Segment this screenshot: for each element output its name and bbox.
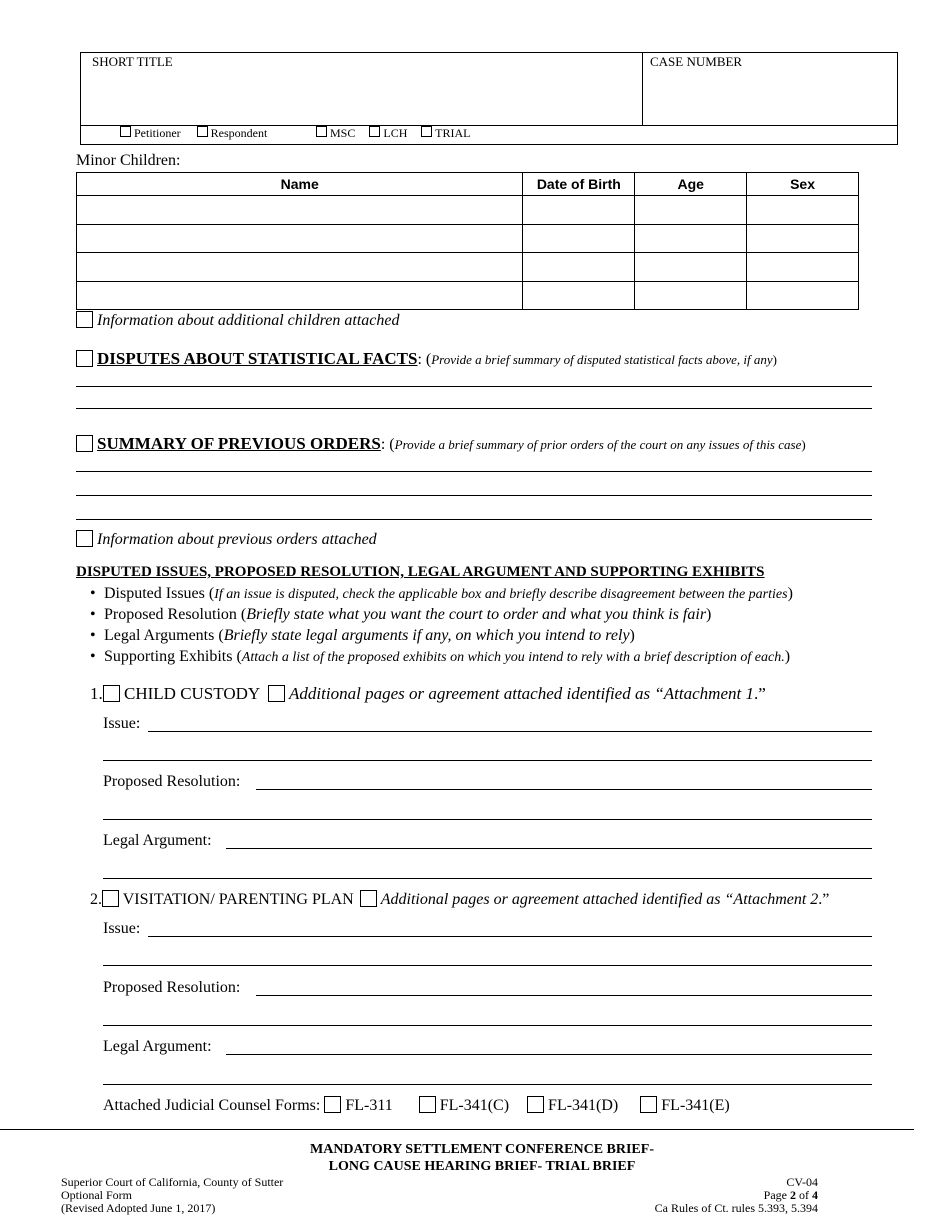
child-age-cell[interactable]: [635, 281, 747, 310]
form-id: CV-04: [786, 1175, 818, 1189]
minor-children-label: Minor Children:: [76, 152, 181, 169]
child-name-cell[interactable]: [77, 196, 523, 225]
issue-1-line-2[interactable]: [103, 760, 872, 761]
column-header-name: Name: [77, 173, 523, 196]
issue-2-line-2[interactable]: [103, 965, 872, 966]
respondent-option[interactable]: [197, 126, 268, 140]
child-name-cell[interactable]: [77, 224, 523, 253]
attachment-1-checkbox[interactable]: [268, 685, 285, 702]
disputes-line-1[interactable]: [76, 386, 872, 387]
table-row: [77, 281, 859, 310]
footer-title-line-2: LONG CAUSE HEARING BRIEF- TRIAL BRIEF: [328, 1159, 636, 1174]
item-number: 2.: [90, 891, 102, 908]
disputes-heading-row: DISPUTES ABOUT STATISTICAL FACTS: (Provide a brief summary of disputed statistical facts above, if any): [76, 349, 777, 369]
footer-title-line-1: MANDATORY SETTLEMENT CONFERENCE BRIEF-: [310, 1142, 654, 1157]
fl-341e-checkbox[interactable]: [640, 1096, 657, 1113]
footer-right: [655, 1176, 818, 1215]
fl-341c-checkbox[interactable]: [419, 1096, 436, 1113]
previous-orders-line-3[interactable]: [76, 519, 872, 520]
short-title-field[interactable]: [82, 70, 638, 122]
child-sex-cell[interactable]: [747, 253, 859, 282]
disputes-title: DISPUTES ABOUT STATISTICAL FACTS: [97, 349, 418, 368]
footer-title: [0, 1141, 950, 1175]
issues-section-title: DISPUTED ISSUES, PROPOSED RESOLUTION, LEGAL ARGUMENT AND SUPPORTING EXHIBITS: [76, 564, 765, 580]
item-visitation: 2. VISITATION/ PARENTING PLAN Additional pages or agreement attached identified as “Attachment 2.”: [90, 891, 830, 908]
resolution-1-line[interactable]: [256, 789, 872, 790]
child-dob-cell[interactable]: [523, 224, 635, 253]
table-row: [77, 253, 859, 282]
resolution-2-label: Proposed Resolution:: [103, 979, 241, 996]
issue-2-line[interactable]: [148, 936, 872, 937]
msc-label: MSC: [330, 126, 356, 140]
child-sex-cell[interactable]: [747, 224, 859, 253]
form-type: Optional Form: [61, 1188, 132, 1202]
disputes-note: Provide a brief summary of disputed statistical facts above, if any: [431, 352, 773, 367]
page-number: Page 2 of 4: [763, 1188, 818, 1202]
minor-children-table: [76, 172, 859, 310]
resolution-2-line[interactable]: [256, 995, 872, 996]
attachment-1-label: Additional pages or agreement attached identified as “Attachment 1: [289, 684, 754, 703]
lch-label: LCH: [383, 126, 408, 140]
column-header-age: Age: [635, 173, 747, 196]
additional-children-row: [76, 311, 400, 330]
instructions-list: [90, 583, 793, 667]
msc-option[interactable]: [316, 126, 355, 140]
argument-2-label: Legal Argument:: [103, 1038, 212, 1055]
petitioner-checkbox[interactable]: [120, 126, 131, 137]
list-item: • Disputed Issues (If an issue is disputed, check the applicable box and briefly describe disagreement between the parties): [90, 583, 793, 604]
resolution-1-label: Proposed Resolution:: [103, 773, 241, 790]
fl-341e-label: FL-341(E): [661, 1097, 730, 1114]
child-age-cell[interactable]: [635, 253, 747, 282]
fl-311-checkbox[interactable]: [324, 1096, 341, 1113]
list-item: • Supporting Exhibits (Attach a list of the proposed exhibits on which you intend to rely with a brief description of each.): [90, 646, 793, 667]
case-number-label: CASE NUMBER: [650, 54, 743, 69]
previous-orders-line-2[interactable]: [76, 495, 872, 496]
attachment-2-checkbox[interactable]: [360, 890, 377, 907]
fl-341d-checkbox[interactable]: [527, 1096, 544, 1113]
revision-date: (Revised Adopted June 1, 2017): [61, 1201, 216, 1215]
previous-orders-heading-row: SUMMARY OF PREVIOUS ORDERS: (Provide a brief summary of prior orders of the court on any issues of this case): [76, 434, 806, 454]
item-title: VISITATION/ PARENTING PLAN: [122, 891, 354, 908]
additional-children-label: Information about additional children attached: [97, 312, 400, 329]
table-row: [77, 196, 859, 225]
issue-1-label: Issue:: [103, 715, 141, 732]
child-sex-cell[interactable]: [747, 196, 859, 225]
child-sex-cell[interactable]: [747, 281, 859, 310]
child-age-cell[interactable]: [635, 224, 747, 253]
footer-rule: [0, 1129, 914, 1130]
petitioner-label: Petitioner: [134, 126, 181, 140]
lch-checkbox[interactable]: [369, 126, 380, 137]
previous-orders-attached-checkbox[interactable]: [76, 530, 93, 547]
lch-option[interactable]: [369, 126, 407, 140]
short-title-label: SHORT TITLE: [92, 54, 173, 69]
trial-checkbox[interactable]: [421, 126, 432, 137]
court-name: Superior Court of California, County of Sutter: [61, 1175, 284, 1189]
child-name-cell[interactable]: [77, 253, 523, 282]
previous-orders-attached-row: [76, 530, 377, 549]
respondent-checkbox[interactable]: [197, 126, 208, 137]
argument-2-line-2[interactable]: [103, 1084, 872, 1085]
list-item: • Proposed Resolution (Briefly state what you want the court to order and what you think is fair): [90, 604, 793, 625]
msc-checkbox[interactable]: [316, 126, 327, 137]
respondent-label: Respondent: [210, 126, 268, 140]
case-number-field[interactable]: [646, 70, 894, 122]
issue-2-label: Issue:: [103, 920, 141, 937]
visitation-checkbox[interactable]: [102, 890, 119, 907]
item-child-custody: 1. CHILD CUSTODY Additional pages or agreement attached identified as “Attachment 1.”: [90, 684, 766, 703]
column-header-sex: Sex: [747, 173, 859, 196]
argument-2-line[interactable]: [226, 1054, 872, 1055]
caption-divider: [642, 52, 643, 125]
footer-left: [61, 1176, 283, 1215]
fl-341c-label: FL-341(C): [439, 1097, 510, 1114]
trial-label: TRIAL: [435, 126, 471, 140]
child-age-cell[interactable]: [635, 196, 747, 225]
resolution-2-line-2[interactable]: [103, 1025, 872, 1026]
fl-341d-label: FL-341(D): [548, 1097, 619, 1114]
type-options: [316, 126, 470, 141]
previous-orders-attached-label: Information about previous orders attached: [97, 531, 377, 548]
disputes-checkbox[interactable]: [76, 350, 93, 367]
trial-option[interactable]: [421, 126, 470, 140]
child-custody-checkbox[interactable]: [103, 685, 120, 702]
issue-1-line[interactable]: [148, 731, 872, 732]
petitioner-option[interactable]: [120, 126, 181, 140]
previous-orders-title: SUMMARY OF PREVIOUS ORDERS: [97, 434, 381, 453]
item-title: CHILD CUSTODY: [124, 684, 260, 703]
previous-orders-note: Provide a brief summary of prior orders of the court on any issues of this case: [394, 437, 802, 452]
previous-orders-line-1[interactable]: [76, 471, 872, 472]
item-number: 1.: [90, 684, 103, 703]
list-item: • Legal Arguments (Briefly state legal arguments if any, on which you intend to rely): [90, 625, 793, 646]
disputes-line-2[interactable]: [76, 408, 872, 409]
party-options: [120, 126, 267, 141]
fl-311-label: FL-311: [345, 1097, 393, 1114]
resolution-1-line-2[interactable]: [103, 819, 872, 820]
argument-1-line[interactable]: [226, 848, 872, 849]
child-name-cell[interactable]: [77, 281, 523, 310]
column-header-dob: Date of Birth: [523, 173, 635, 196]
argument-1-label: Legal Argument:: [103, 832, 212, 849]
argument-1-line-2[interactable]: [103, 878, 872, 879]
child-dob-cell[interactable]: [523, 196, 635, 225]
child-dob-cell[interactable]: [523, 253, 635, 282]
attached-forms-label: Attached Judicial Counsel Forms:: [103, 1097, 321, 1114]
court-rules: Ca Rules of Ct. rules 5.393, 5.394: [654, 1201, 818, 1215]
child-dob-cell[interactable]: [523, 281, 635, 310]
table-row: [77, 224, 859, 253]
attachment-2-label: Additional pages or agreement attached identified as “Attachment 2: [380, 891, 819, 908]
attached-forms-row: [103, 1096, 730, 1115]
additional-children-checkbox[interactable]: [76, 311, 93, 328]
previous-orders-checkbox[interactable]: [76, 435, 93, 452]
